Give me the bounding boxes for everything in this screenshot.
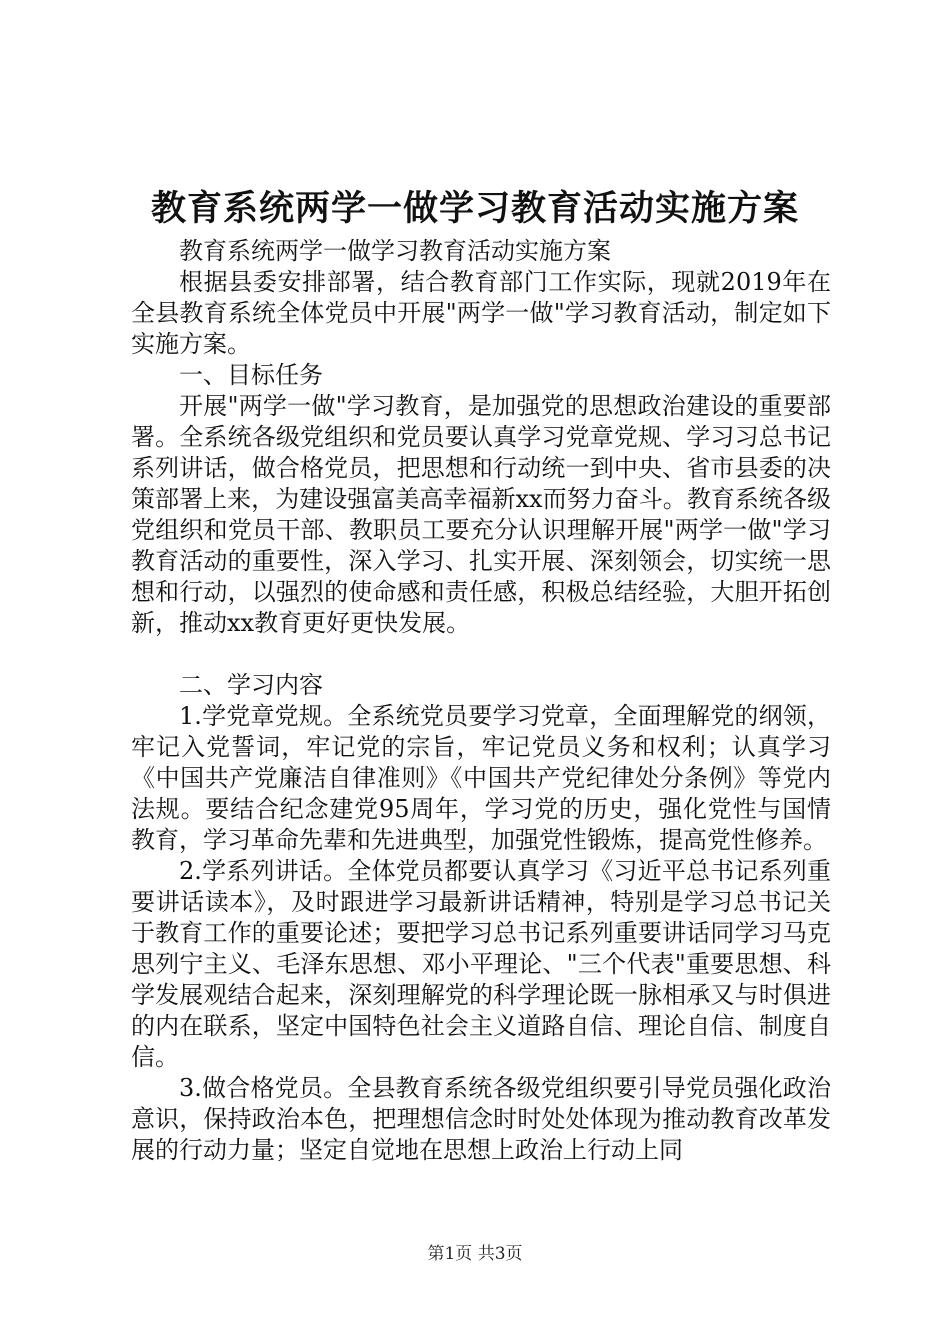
- paragraph-spacer: [131, 639, 831, 670]
- goals-paragraph: 开展"两学一做"学习教育，是加强党的思想政治建设的重要部署。全系统各级党组织和党员要认真学习党章党规、学习习总书记系列讲话，做合格党员，把思想和行动统一到中央、省市县委的决策部署上来，为建设强富美高幸福新xx而努力奋斗。教育系统各级党组织和党员干部、教职员工要充分认识理解开展"两学一做"学习教育活动的重要性，深入学习、扎实开展、深刻领会，切实统一思想和行动，以强烈的使命感和责任感，积极总结经验，大胆开拓创新，推动xx教育更好更快发展。: [131, 392, 831, 637]
- content-item-party-constitution: 1.学党章党规。全系统党员要学习党章，全面理解党的纲领，牢记入党誓词，牢记党的宗旨，牢记党员义务和权利；认真学习《中国共产党廉洁自律准则》《中国共产党纪律处分条例》等党内法规。要结合纪念建党95周年，学习党的历史，强化党性与国情教育，学习革命先辈和先进典型，加强党性锻炼，提高党性修养。: [131, 702, 831, 854]
- intro-paragraph: 根据县委安排部署，结合教育部门工作实际，现就2019年在全县教育系统全体党员中开展"两学一做"学习教育活动，制定如下实施方案。: [131, 268, 831, 358]
- subtitle-paragraph: 教育系统两学一做学习教育活动实施方案: [179, 237, 611, 265]
- content-item-speeches: 2.学系列讲话。全体党员都要认真学习《习近平总书记系列重要讲话读本》，及时跟进学习最新讲话精神，特别是学习总书记关于教育工作的重要论述；要把学习总书记系列重要讲话同学习马克思列宁主义、毛泽东思想、邓小平理论、"三个代表"重要思想、科学发展观结合起来，深刻理解党的科学理论既一脉相承又与时俱进的内在联系，坚定中国特色社会主义道路自信、理论自信、制度自信。: [131, 857, 831, 1071]
- content-item-qualified-member: 3.做合格党员。全县教育系统各级党组织要引导党员强化政治意识，保持政治本色，把理想信念时时处处体现为推动教育改革发展的行动力量；坚定自觉地在思想上政治上行动上同: [131, 1074, 831, 1164]
- section-heading-goals: 一、目标任务: [179, 361, 323, 389]
- page-number-footer: 第1页 共3页: [427, 1244, 523, 1264]
- section-heading-content: 二、学习内容: [179, 671, 323, 699]
- document-body: [131, 236, 831, 1166]
- document-title: 教育系统两学一做学习教育活动实施方案: [150, 188, 799, 229]
